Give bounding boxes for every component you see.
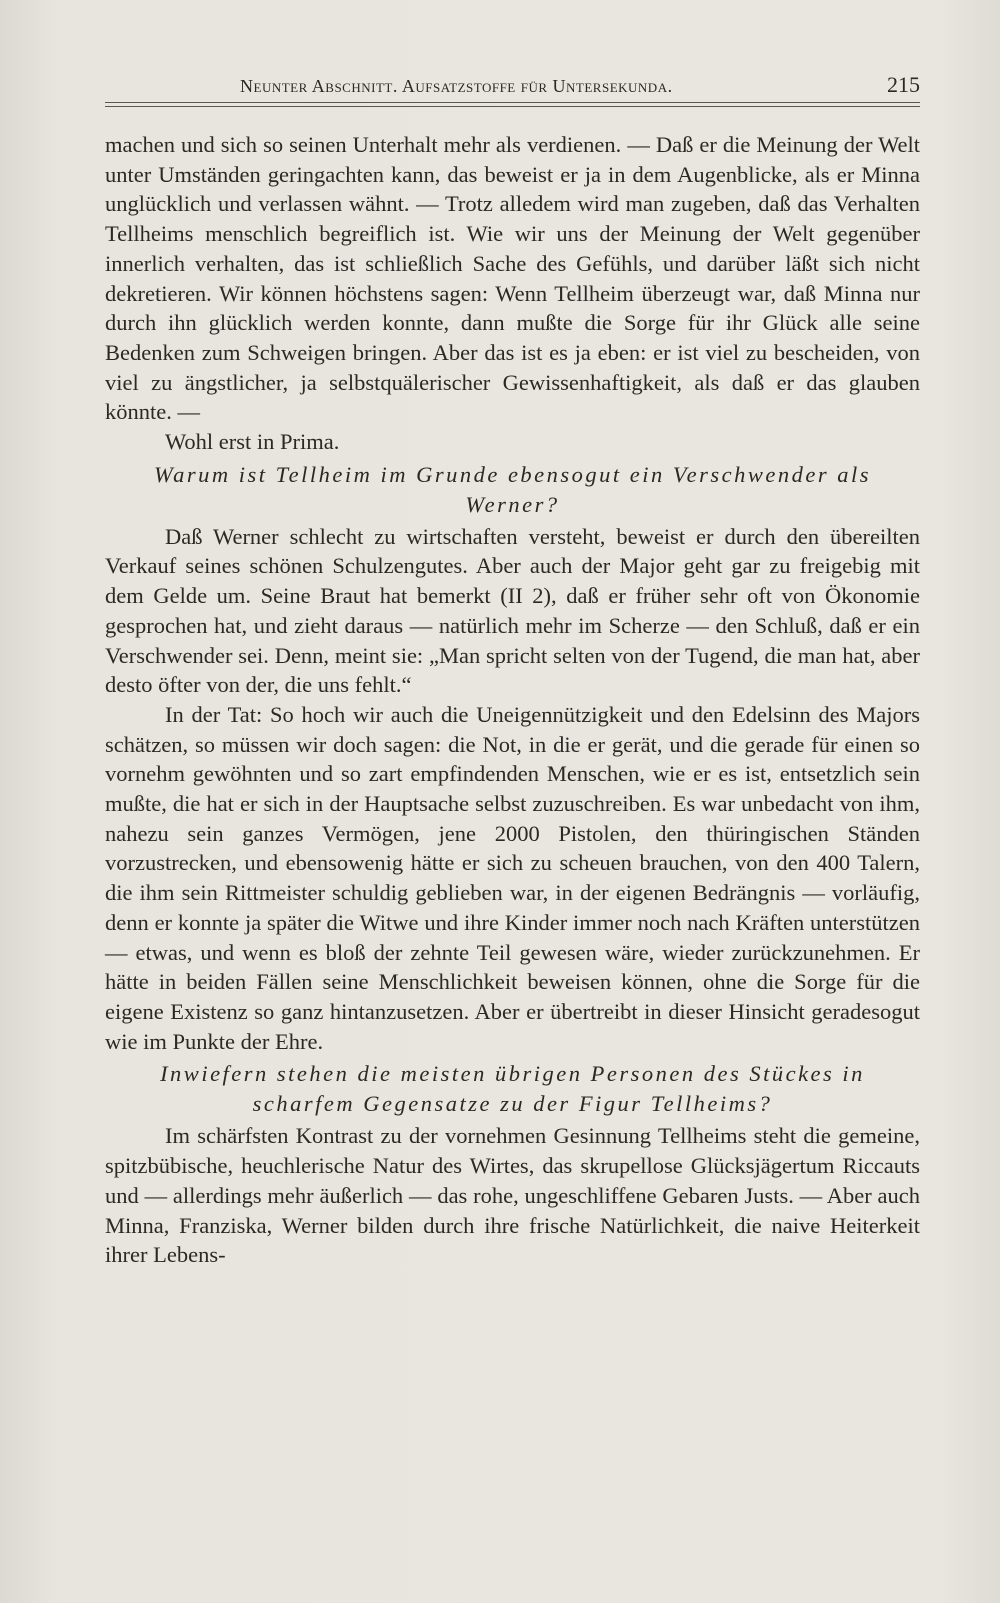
paragraph: Wohl erst in Prima.	[165, 429, 340, 455]
page-header	[105, 70, 920, 104]
running-title: Neunter Abschnitt. Aufsatzstoffe für Untersekunda.	[240, 76, 673, 96]
section-heading: Inwiefern stehen die meisten übrigen Personen des Stückes in scharfem Gegensatze zu der Figur Tellheims?	[160, 1061, 865, 1117]
paragraph: Daß Werner schlecht zu wirtschaften versteht, beweist er durch den übereilten Verkauf seines schönen Schulzengutes. Aber auch der Major geht gar zu freigebig mit dem Gelde um. Seine Braut hat bemerkt (II 2), daß er früher sehr oft von Ökonomie gesprochen hat, und zieht daraus — natürlich mehr im Scherze — den Schluß, daß er ein Verschwender sei. Denn, meint sie: „Man spricht selten von der Tugend, die man hat, aber desto öfter von der, die uns fehlt.“	[105, 523, 920, 698]
header-rule-top	[105, 102, 920, 103]
page-body	[105, 130, 920, 1270]
page-number: 215	[887, 72, 920, 97]
paragraph: machen und sich so seinen Unterhalt mehr als verdienen. — Daß er die Meinung der Welt unter Umständen geringachten kann, das beweist er ja in dem Augenblicke, als er Minna unglücklich und verlassen wähnt. — Trotz alledem wird man zugeben, daß das Verhalten Tellheims menschlich begreiflich ist. Wie wir uns der Meinung der Welt gegenüber innerlich verhalten, das ist schließlich Sache des Gefühls, und darüber läßt sich nicht dekretieren. Wir können höchstens sagen: Wenn Tellheim überzeugt war, daß Minna nur durch ihn glücklich werden konnte, dann mußte die Sorge für ihr Glück alle seine Bedenken zum Schweigen bringen. Aber das ist es ja eben: er ist viel zu bescheiden, von viel zu ängstlicher, ja selbstquälerischer Gewissenhaftigkeit, als daß er das glauben könnte. —	[105, 132, 920, 425]
section-heading: Warum ist Tellheim im Grunde ebensogut ein Verschwender als Werner?	[153, 461, 872, 517]
paragraph: Im schärfsten Kontrast zu der vornehmen Gesinnung Tellheims steht die gemeine, spitzbübische, heuchlerische Natur des Wirtes, das skrupellose Glücksjägertum Riccauts und — allerdings mehr äußerlich — das rohe, ungeschliffene Gebaren Justs. — Aber auch Minna, Franziska, Werner bilden durch ihre frische Natürlichkeit, die naive Heiterkeit ihrer Lebens-	[105, 1123, 920, 1268]
header-rule-bottom	[105, 106, 920, 107]
paragraph: In der Tat: So hoch wir auch die Uneigennützigkeit und den Edelsinn des Majors schätzen, so müssen wir doch sagen: die Not, in die er gerät, und die gerade für einen so vornehm gewöhnten und so zart empfindenden Menschen, wie er es ist, entsetzlich sein mußte, die hat er sich in der Hauptsache selbst zuzuschreiben. Es war unbedacht von ihm, nahezu sein ganzes Vermögen, jene 2000 Pistolen, den thüringischen Ständen vorzustrecken, und ebensowenig hätte er sich zu scheuen brauchen, von den 400 Talern, die ihm sein Rittmeister schuldig geblieben war, in der eigenen Bedrängnis — vorläufig, denn er konnte ja später die Witwe und ihre Kinder immer noch nach Kräften unterstützen — etwas, und wenn es bloß der zehnte Teil gewesen wäre, wieder zurückzunehmen. Er hätte in beiden Fällen seine Menschlichkeit beweisen können, ohne die Sorge für die eigene Existenz so ganz hintanzusetzen. Aber er übertreibt in dieser Hinsicht geradesogut wie im Punkte der Ehre.	[105, 701, 920, 1054]
